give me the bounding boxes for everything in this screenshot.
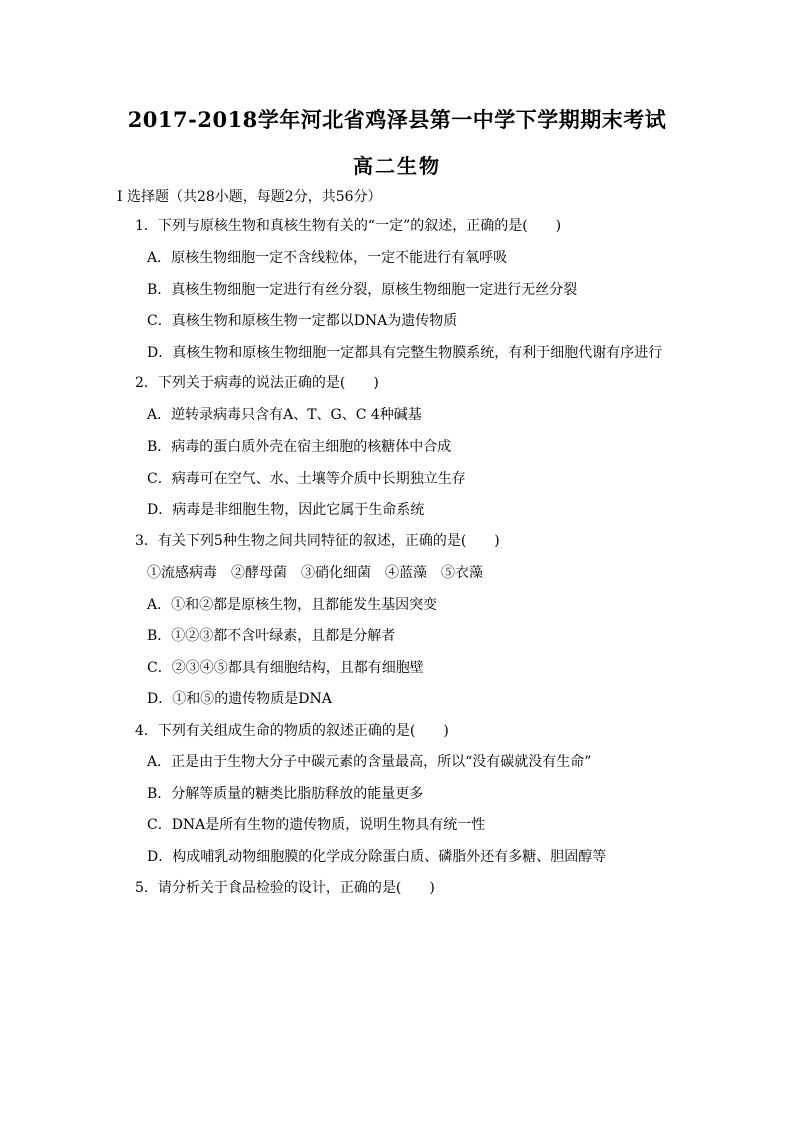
question-2-stem: 2．下列关于病毒的说法正确的是( ): [135, 375, 379, 391]
question-5-stem: 5．请分析关于食品检验的设计，正确的是( ): [135, 880, 435, 896]
question-2-option-a: A．逆转录病毒只含有A、T、G、C 4种碱基: [147, 407, 422, 423]
question-2-option-b: B．病毒的蛋白质外壳在宿主细胞的核糖体中合成: [147, 439, 452, 455]
question-4-option-c: C．DNA是所有生物的遗传物质，说明生物具有统一性: [147, 817, 486, 833]
question-3-option-b: B．①②③都不含叶绿素，且都是分解者: [147, 628, 396, 644]
section-heading: Ⅰ 选择题（共28小题，每题2分，共56分）: [117, 189, 382, 205]
question-1-option-c: C．真核生物和原核生物一定都以DNA为遗传物质: [147, 313, 458, 329]
question-4-option-b: B．分解等质量的糖类比脂肪释放的能量更多: [147, 786, 424, 802]
question-3-option-a: A．①和②都是原核生物，且都能发生基因突变: [147, 597, 438, 613]
question-1-option-b: B．真核生物细胞一定进行有丝分裂，原核生物细胞一定进行无丝分裂: [147, 282, 578, 298]
question-1-option-d: D．真核生物和原核生物细胞一定都具有完整生物膜系统，有利于细胞代谢有序进行: [147, 345, 663, 361]
exam-title: 2017-2018学年河北省鸡泽县第一中学下学期期末考试: [127, 107, 667, 132]
question-4-option-a: A．正是由于生物大分子中碳元素的含量最高，所以“没有碳就没有生命”: [147, 754, 592, 770]
question-3-organism-list: ①流感病毒 ②酵母菌 ③硝化细菌 ④蓝藻 ⑤衣藻: [147, 565, 483, 581]
question-4-option-d: D．构成哺乳动物细胞膜的化学成分除蛋白质、磷脂外还有多糖、胆固醇等: [147, 849, 607, 865]
exam-subject: 高二生物: [353, 154, 441, 178]
question-3-stem: 3．有关下列5种生物之间共同特征的叙述，正确的是( ): [135, 533, 500, 549]
question-2-option-c: C．病毒可在空气、水、土壤等介质中长期独立生存: [147, 471, 466, 487]
question-1-stem: 1．下列与原核生物和真核生物有关的“一定”的叙述，正确的是( ): [135, 218, 562, 234]
question-1-option-a: A．原核生物细胞一定不含线粒体，一定不能进行有氧呼吸: [147, 250, 508, 266]
question-3-option-c: C．②③④⑤都具有细胞结构，且都有细胞壁: [147, 660, 424, 676]
question-4-stem: 4．下列有关组成生命的物质的叙述正确的是( ): [135, 723, 449, 739]
question-3-option-d: D．①和⑤的遗传物质是DNA: [147, 691, 332, 707]
question-2-option-d: D．病毒是非细胞生物，因此它属于生命系统: [147, 502, 425, 518]
